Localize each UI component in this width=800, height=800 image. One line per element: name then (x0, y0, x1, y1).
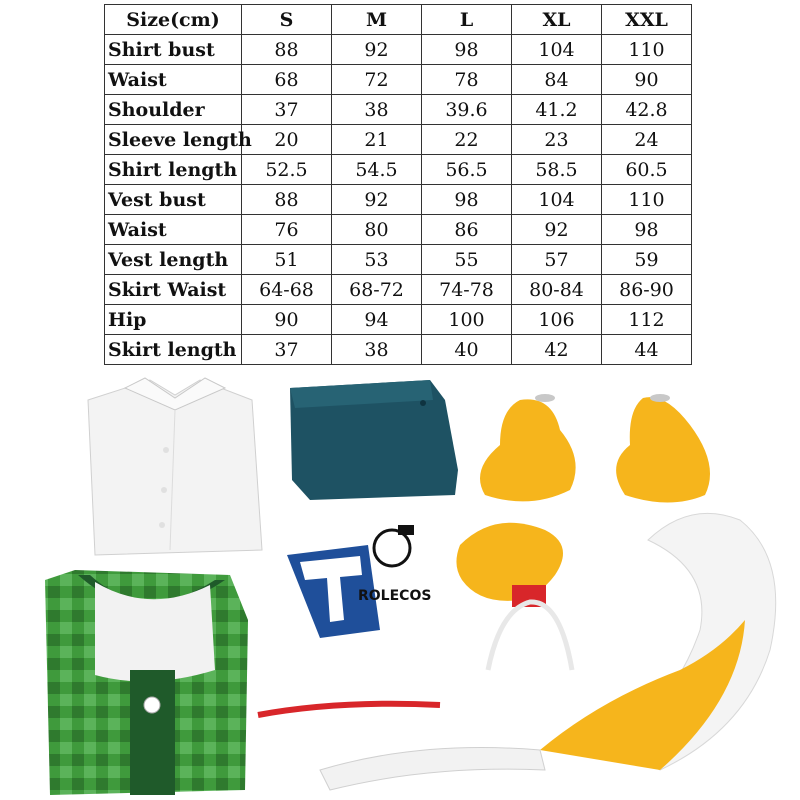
white-shirt-image (88, 378, 262, 555)
size-value-cell: 110 (602, 35, 692, 65)
size-value-cell: 88 (242, 35, 332, 65)
size-chart-row (105, 335, 692, 365)
size-value-cell: 21 (332, 125, 422, 155)
size-value-cell: 54.5 (332, 155, 422, 185)
size-value-cell: 74-78 (422, 275, 512, 305)
size-chart-row (105, 95, 692, 125)
size-value-cell: 41.2 (512, 95, 602, 125)
size-value-cell: 23 (512, 125, 602, 155)
header-cell: L (422, 5, 512, 35)
skirt-image (290, 380, 458, 500)
row-label: Shoulder (105, 95, 242, 125)
size-value-cell: 98 (602, 215, 692, 245)
size-value-cell: 60.5 (602, 155, 692, 185)
size-value-cell: 80-84 (512, 275, 602, 305)
size-chart-row (105, 185, 692, 215)
size-value-cell: 76 (242, 215, 332, 245)
size-chart-table (104, 4, 692, 365)
size-value-cell: 20 (242, 125, 332, 155)
size-chart-row (105, 245, 692, 275)
size-value-cell: 38 (332, 335, 422, 365)
size-value-cell: 68-72 (332, 275, 422, 305)
size-value-cell: 90 (242, 305, 332, 335)
size-value-cell: 39.6 (422, 95, 512, 125)
size-value-cell: 88 (242, 185, 332, 215)
size-value-cell: 40 (422, 335, 512, 365)
row-label: Vest bust (105, 185, 242, 215)
size-value-cell: 37 (242, 335, 332, 365)
row-label: Vest length (105, 245, 242, 275)
size-value-cell: 104 (512, 185, 602, 215)
row-label: Skirt Waist (105, 275, 242, 305)
size-value-cell: 52.5 (242, 155, 332, 185)
size-value-cell: 37 (242, 95, 332, 125)
row-label: Hip (105, 305, 242, 335)
size-value-cell: 22 (422, 125, 512, 155)
size-value-cell: 42.8 (602, 95, 692, 125)
size-value-cell: 56.5 (422, 155, 512, 185)
size-chart-row (105, 65, 692, 95)
size-value-cell: 24 (602, 125, 692, 155)
size-value-cell: 94 (332, 305, 422, 335)
row-label: Sleeve length (105, 125, 242, 155)
size-value-cell: 112 (602, 305, 692, 335)
size-value-cell: 92 (512, 215, 602, 245)
size-value-cell: 64-68 (242, 275, 332, 305)
size-chart-row (105, 275, 692, 305)
size-value-cell: 110 (602, 185, 692, 215)
row-label: Waist (105, 65, 242, 95)
header-cell: S (242, 5, 332, 35)
row-label: Skirt length (105, 335, 242, 365)
row-label: Shirt length (105, 155, 242, 185)
size-value-cell: 51 (242, 245, 332, 275)
size-chart-row (105, 215, 692, 245)
size-value-cell: 72 (332, 65, 422, 95)
size-value-cell: 104 (512, 35, 602, 65)
size-value-cell: 53 (332, 245, 422, 275)
size-chart-row (105, 35, 692, 65)
size-value-cell: 57 (512, 245, 602, 275)
size-value-cell: 55 (422, 245, 512, 275)
header-cell: M (332, 5, 422, 35)
size-chart-row (105, 305, 692, 335)
size-value-cell: 100 (422, 305, 512, 335)
size-value-cell: 86 (422, 215, 512, 245)
size-value-cell: 68 (242, 65, 332, 95)
size-value-cell: 92 (332, 35, 422, 65)
size-value-cell: 84 (512, 65, 602, 95)
size-value-cell: 86-90 (602, 275, 692, 305)
red-string-image (258, 704, 440, 715)
header-cell: XL (512, 5, 602, 35)
size-value-cell: 42 (512, 335, 602, 365)
size-value-cell: 106 (512, 305, 602, 335)
size-value-cell: 44 (602, 335, 692, 365)
size-value-cell: 78 (422, 65, 512, 95)
header-cell: Size(cm) (105, 5, 242, 35)
size-chart-row (105, 125, 692, 155)
size-value-cell: 38 (332, 95, 422, 125)
size-value-cell: 58.5 (512, 155, 602, 185)
size-value-cell: 98 (422, 185, 512, 215)
size-value-cell: 80 (332, 215, 422, 245)
green-vest-image (45, 570, 248, 795)
paw-gloves-image (480, 394, 710, 503)
logo-text: ROLECOS (358, 588, 432, 604)
row-label: Shirt bust (105, 35, 242, 65)
size-value-cell: 92 (332, 185, 422, 215)
size-value-cell: 59 (602, 245, 692, 275)
size-chart-header-row (105, 5, 692, 35)
row-label: Waist (105, 215, 242, 245)
product-photo (0, 370, 800, 800)
size-chart-row (105, 155, 692, 185)
size-value-cell: 98 (422, 35, 512, 65)
size-value-cell: 90 (602, 65, 692, 95)
header-cell: XXL (602, 5, 692, 35)
ear-headband-image (456, 523, 572, 670)
